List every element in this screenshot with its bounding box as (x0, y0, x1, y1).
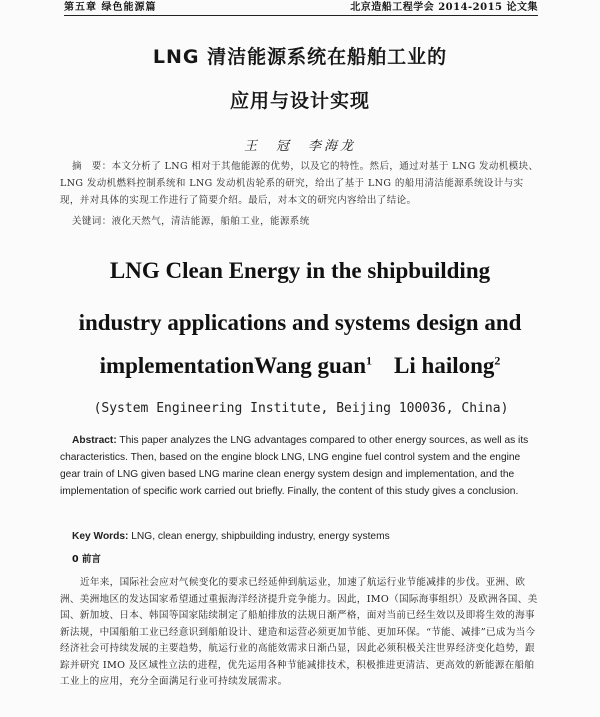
abstract-en-label: Abstract: (72, 435, 117, 446)
running-header (64, 2, 538, 16)
proceedings-label: 北京造船工程学会 2014-2015 论文集 (350, 2, 538, 13)
abstract-en-text: This paper analyzes the LNG advantages compared to other energy sources, as well as its characteristics. Then, based on the engine block LNG, LNG engine fuel control system and the engine gear train of LNG given based LNG marine clean energy system design and implementation, and the implementation of specific work carried out briefly. Finally, the content of this study gives a conclusion. (60, 435, 529, 497)
author2-name: Li hailong (394, 353, 495, 378)
author1-superscript: 1 (366, 353, 373, 368)
author2-superscript: 2 (494, 353, 501, 368)
authors-cn: 王 冠 李海龙 (243, 139, 356, 154)
keywords-en-text: LNG, clean energy, shipbuilding industry, energy systems (131, 531, 390, 542)
title-en-line1: LNG Clean Energy in the shipbuilding (109, 258, 491, 283)
keywords-en (72, 531, 542, 542)
keywords-en-label: Key Words: (72, 531, 129, 542)
keywords-cn: 关键词：液化天然气，清洁能源，船舶工业，能源系统 (72, 216, 310, 227)
title-cn-line2: 应用与设计实现 (229, 90, 370, 112)
title-cn-line1: LNG 清洁能源系统在船舶工业的 (152, 46, 448, 68)
intro-paragraph: 近年来，国际社会应对气候变化的要求已经延伸到航运业，加速了航运行业节能减排的步伐。亚洲、欧洲、美洲地区的发达国家希望通过重振海洋经济提升竞争能力。因此，IMO（国际海事组织）及欧洲各国、美国、新加坡、日本、韩国等国家陆续制定了船舶排放的法规日渐严格，面对当前已经生效以及即将生效的海事新法规，中国船舶工业已经意识到船舶设计、建造和运营必须更加节能、更加环保。“节能、减排”已成为当今经济社会可持续发展的主要趋势，航运行业的高能效需求日渐凸显，因此必须积极关注世界经济变化趋势，跟踪并研究 IMO 及区域性立法的进程，优先运用各种节能减排技术，积极推进更清洁、更高效的新能源在船舶工业上的应用，充分全面满足行业可持续发展需求。 (60, 577, 538, 687)
title-en-line2: industry applications and systems design and (78, 310, 522, 335)
title-en-line3-main: implementationWang guan (99, 353, 367, 378)
abstract-en (60, 432, 542, 500)
affiliation: (System Engineering Institute, Beijing 100036, China) (93, 401, 509, 416)
chapter-label: 第五章 绿色能源篇 (64, 2, 157, 13)
abstract-cn: 摘 要：本文分析了 LNG 相对于其他能源的优势，以及它的特性。然后，通过对基于 LNG 发动机模块、LNG 发动机燃料控制系统和 LNG 发动机齿轮系的研究，给出了基于 LNG 的船用清洁能源系统设计与实现，并对具体的实现工作进行了简要介绍。最后，对本文的研究内容给出了结论。 (60, 161, 539, 206)
section-heading: 0 前言 (72, 554, 101, 565)
title-en-line3 (60, 353, 540, 379)
